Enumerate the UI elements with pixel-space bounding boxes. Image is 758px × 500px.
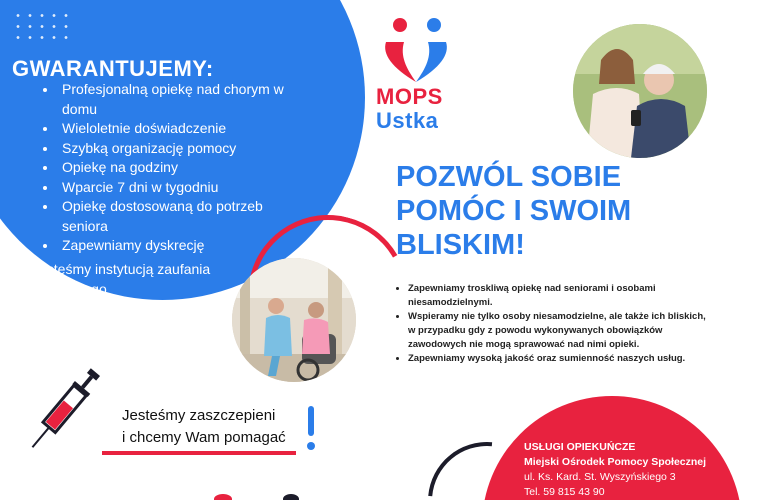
guarantee-list [40,80,288,256]
list-item: • Zapewniamy troskliwą opiekę nad seniorami i osobami niesamodzielnymi. [408,282,713,310]
guarantee-title: GWARANTUJEMY: [12,56,214,81]
logo-mops-text: MOPS [376,84,443,109]
vaccination-line-1: Jesteśmy zaszczepieni [122,407,276,424]
main-headline: POZWÓL SOBIE POMÓC I SWOIM BLISKIM! [396,161,632,261]
list-item: • Wspieramy nie tylko osoby niesamodzielne, ale także ich bliskich, w przypadku gdy z powodu wykonywanych obowiązków zawodowych nie mogą sprawować nad nimi opieki. [408,310,713,352]
people-heart-icon [376,16,456,86]
list-item: • Zapewniamy dyskrecję [58,236,288,256]
syringe-icon [12,362,112,462]
logo-ustka-text: Ustka [376,108,439,133]
list-item: • Szybką organizację pomocy [58,139,288,159]
list-item: • Wparcie 7 dni w tygodniu [58,178,288,198]
senior-illustration [573,24,707,158]
list-item: • Profesjonalną opiekę nad chorym w domu [58,80,288,119]
list-item: • Zapewniamy wysoką jakość oraz sumienność naszych usług. [408,352,713,366]
services-contact [524,440,706,500]
vaccination-line-2: i chcemy Wam pomagać [122,429,286,446]
red-underline [102,451,296,455]
vaccination-message [122,405,286,449]
services-title: USŁUGI OPIEKUŃCZE [524,441,636,453]
services-phone: Tel. 59 815 43 90 [524,486,605,498]
services-address: ul. Ks. Kard. St. Wyszyńskiego 3 [524,471,676,483]
bottom-dark-shape [283,494,299,500]
services-organization: Miejski Ośrodek Pomocy Społecznej [524,456,707,468]
list-item: • Opiekę dostosowaną do potrzeb seniora [58,197,288,236]
description-list [396,282,713,366]
list-item: • Wieloletnie doświadczenie [58,119,288,139]
nurse-illustration [232,258,356,382]
list-item: • Opiekę na godziny [58,158,288,178]
bottom-red-shape [214,494,232,500]
dot-pattern [12,10,70,44]
trust-statement: Jesteśmy instytucją zaufania publicznego [32,261,211,297]
nurse-photo [232,258,356,382]
senior-photo [573,24,707,158]
exclamation-icon [300,404,322,452]
